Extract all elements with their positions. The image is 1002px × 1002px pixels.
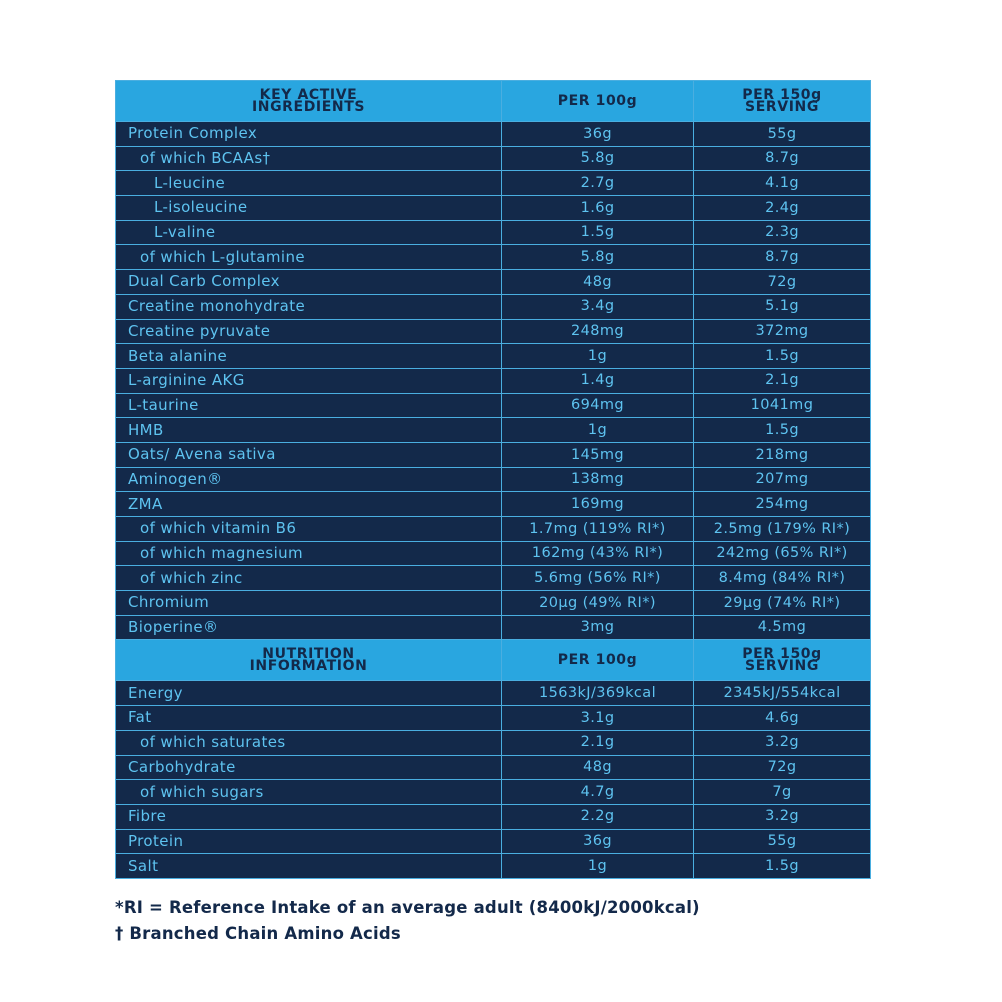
footnote-ri: *RI = Reference Intake of an average adult (8400kJ/2000kcal) bbox=[115, 898, 700, 917]
row-serving-value: 372mg bbox=[694, 319, 871, 344]
row-per100-value: 1.7mg (119% RI*) bbox=[502, 517, 694, 542]
row-label: Creatine pyruvate bbox=[116, 319, 502, 344]
row-per100-value: 20µg (49% RI*) bbox=[502, 591, 694, 616]
row-label: L-isoleucine bbox=[116, 196, 502, 221]
table-row bbox=[116, 615, 871, 640]
footnotes bbox=[115, 898, 700, 950]
table-row bbox=[116, 344, 871, 369]
table-row bbox=[116, 591, 871, 616]
row-per100-value: 1.4g bbox=[502, 368, 694, 393]
row-per100-value: 1g bbox=[502, 344, 694, 369]
table-row bbox=[116, 196, 871, 221]
table-row bbox=[116, 541, 871, 566]
row-label: Chromium bbox=[116, 591, 502, 616]
row-serving-value: 7g bbox=[694, 780, 871, 805]
header-per100: PER 100g bbox=[502, 640, 694, 681]
row-label: L-taurine bbox=[116, 393, 502, 418]
table-row bbox=[116, 566, 871, 591]
row-per100-value: 4.7g bbox=[502, 780, 694, 805]
table-row bbox=[116, 418, 871, 443]
footnote-bcaa: † Branched Chain Amino Acids bbox=[115, 924, 401, 943]
table-row bbox=[116, 368, 871, 393]
row-serving-value: 1041mg bbox=[694, 393, 871, 418]
row-per100-value: 5.8g bbox=[502, 245, 694, 270]
row-serving-value: 8.7g bbox=[694, 146, 871, 171]
row-per100-value: 36g bbox=[502, 829, 694, 854]
row-per100-value: 1g bbox=[502, 854, 694, 879]
table-row bbox=[116, 517, 871, 542]
row-serving-value: 218mg bbox=[694, 442, 871, 467]
table-row bbox=[116, 706, 871, 731]
row-serving-value: 8.4mg (84% RI*) bbox=[694, 566, 871, 591]
table-row bbox=[116, 804, 871, 829]
table-row bbox=[116, 780, 871, 805]
row-label: L-leucine bbox=[116, 171, 502, 196]
table-body bbox=[116, 81, 871, 879]
row-label: HMB bbox=[116, 418, 502, 443]
header-serving: PER 150g SERVING bbox=[694, 640, 871, 681]
row-label: Creatine monohydrate bbox=[116, 294, 502, 319]
row-serving-value: 242mg (65% RI*) bbox=[694, 541, 871, 566]
row-label: L-valine bbox=[116, 220, 502, 245]
row-per100-value: 3.4g bbox=[502, 294, 694, 319]
row-per100-value: 145mg bbox=[502, 442, 694, 467]
row-label: Protein Complex bbox=[116, 122, 502, 147]
row-per100-value: 2.1g bbox=[502, 730, 694, 755]
header-per100: PER 100g bbox=[502, 81, 694, 122]
row-serving-value: 4.1g bbox=[694, 171, 871, 196]
row-serving-value: 3.2g bbox=[694, 804, 871, 829]
row-serving-value: 1.5g bbox=[694, 418, 871, 443]
row-label: Salt bbox=[116, 854, 502, 879]
row-label: Bioperine® bbox=[116, 615, 502, 640]
section-header-row bbox=[116, 81, 871, 122]
row-per100-value: 2.7g bbox=[502, 171, 694, 196]
row-label: of which magnesium bbox=[116, 541, 502, 566]
row-label: of which BCAAs† bbox=[116, 146, 502, 171]
row-serving-value: 1.5g bbox=[694, 344, 871, 369]
row-label: of which vitamin B6 bbox=[116, 517, 502, 542]
header-serving: PER 150g SERVING bbox=[694, 81, 871, 122]
table-row bbox=[116, 319, 871, 344]
row-per100-value: 1g bbox=[502, 418, 694, 443]
row-serving-value: 2.3g bbox=[694, 220, 871, 245]
row-label: Beta alanine bbox=[116, 344, 502, 369]
row-label: Carbohydrate bbox=[116, 755, 502, 780]
table-row bbox=[116, 755, 871, 780]
table-row bbox=[116, 146, 871, 171]
row-serving-value: 1.5g bbox=[694, 854, 871, 879]
row-per100-value: 694mg bbox=[502, 393, 694, 418]
row-per100-value: 1563kJ/369kcal bbox=[502, 681, 694, 706]
row-label: Fibre bbox=[116, 804, 502, 829]
row-serving-value: 5.1g bbox=[694, 294, 871, 319]
row-label: of which L-glutamine bbox=[116, 245, 502, 270]
row-label: Fat bbox=[116, 706, 502, 731]
row-label: Oats/ Avena sativa bbox=[116, 442, 502, 467]
table-row bbox=[116, 270, 871, 295]
table-row bbox=[116, 829, 871, 854]
row-label: of which zinc bbox=[116, 566, 502, 591]
row-per100-value: 48g bbox=[502, 270, 694, 295]
row-per100-value: 5.6mg (56% RI*) bbox=[502, 566, 694, 591]
row-per100-value: 138mg bbox=[502, 467, 694, 492]
row-label: ZMA bbox=[116, 492, 502, 517]
table-row bbox=[116, 492, 871, 517]
row-per100-value: 1.5g bbox=[502, 220, 694, 245]
row-per100-value: 169mg bbox=[502, 492, 694, 517]
row-serving-value: 3.2g bbox=[694, 730, 871, 755]
table-row bbox=[116, 854, 871, 879]
row-serving-value: 72g bbox=[694, 270, 871, 295]
section-header-row bbox=[116, 640, 871, 681]
row-serving-value: 254mg bbox=[694, 492, 871, 517]
header-ingredient: NUTRITION INFORMATION bbox=[116, 640, 502, 681]
table-row bbox=[116, 393, 871, 418]
row-per100-value: 3mg bbox=[502, 615, 694, 640]
row-serving-value: 55g bbox=[694, 122, 871, 147]
row-per100-value: 36g bbox=[502, 122, 694, 147]
row-per100-value: 162mg (43% RI*) bbox=[502, 541, 694, 566]
row-label: Protein bbox=[116, 829, 502, 854]
row-serving-value: 8.7g bbox=[694, 245, 871, 270]
nutrition-table bbox=[115, 80, 871, 879]
row-serving-value: 4.6g bbox=[694, 706, 871, 731]
row-serving-value: 2345kJ/554kcal bbox=[694, 681, 871, 706]
row-per100-value: 48g bbox=[502, 755, 694, 780]
row-label: L-arginine AKG bbox=[116, 368, 502, 393]
table-row bbox=[116, 730, 871, 755]
row-per100-value: 2.2g bbox=[502, 804, 694, 829]
row-serving-value: 55g bbox=[694, 829, 871, 854]
row-serving-value: 72g bbox=[694, 755, 871, 780]
row-label: of which saturates bbox=[116, 730, 502, 755]
row-serving-value: 4.5mg bbox=[694, 615, 871, 640]
table-row bbox=[116, 681, 871, 706]
table-row bbox=[116, 467, 871, 492]
row-serving-value: 2.4g bbox=[694, 196, 871, 221]
row-serving-value: 29µg (74% RI*) bbox=[694, 591, 871, 616]
table-row bbox=[116, 171, 871, 196]
table-row bbox=[116, 122, 871, 147]
table-row bbox=[116, 294, 871, 319]
row-label: Aminogen® bbox=[116, 467, 502, 492]
row-per100-value: 5.8g bbox=[502, 146, 694, 171]
row-label: of which sugars bbox=[116, 780, 502, 805]
row-serving-value: 2.1g bbox=[694, 368, 871, 393]
table-row bbox=[116, 220, 871, 245]
table-row bbox=[116, 245, 871, 270]
table-row bbox=[116, 442, 871, 467]
row-per100-value: 3.1g bbox=[502, 706, 694, 731]
row-serving-value: 2.5mg (179% RI*) bbox=[694, 517, 871, 542]
row-serving-value: 207mg bbox=[694, 467, 871, 492]
row-label: Energy bbox=[116, 681, 502, 706]
row-per100-value: 1.6g bbox=[502, 196, 694, 221]
header-ingredient: KEY ACTIVE INGREDIENTS bbox=[116, 81, 502, 122]
row-per100-value: 248mg bbox=[502, 319, 694, 344]
row-label: Dual Carb Complex bbox=[116, 270, 502, 295]
